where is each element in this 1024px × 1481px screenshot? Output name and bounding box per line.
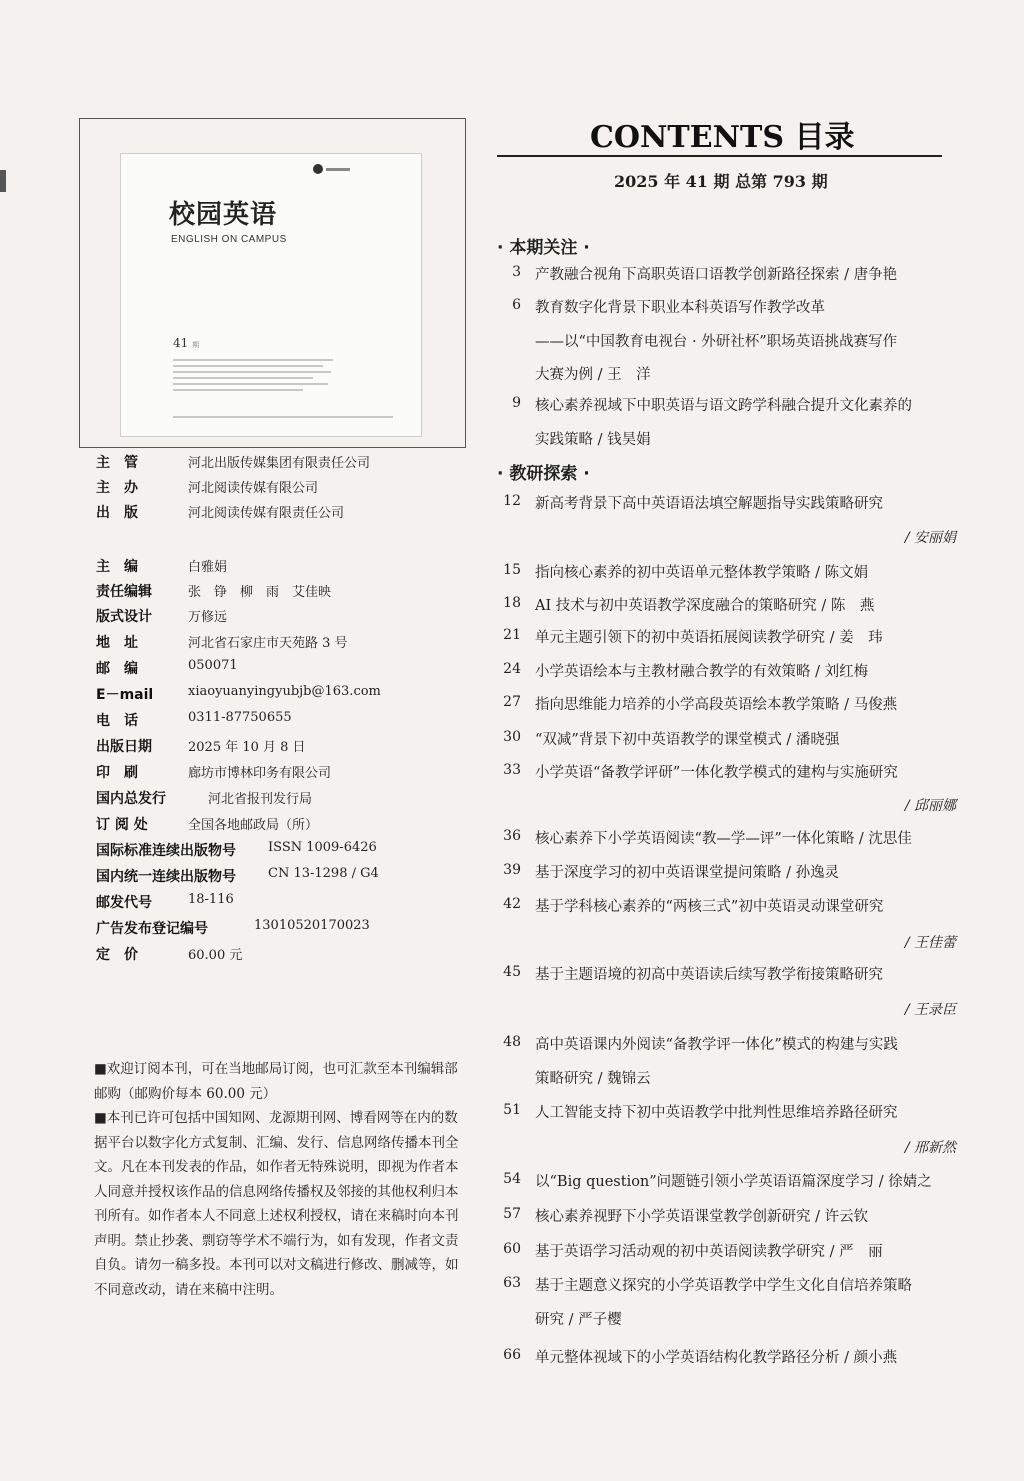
cover-title: 校园英语 <box>169 200 278 230</box>
masthead-row <box>96 502 345 522</box>
toc-page-number: 57 <box>503 1206 521 1222</box>
toc-page-number: 30 <box>503 729 521 745</box>
masthead-label: 地 址 <box>96 635 138 651</box>
masthead-value: 廊坊市博林印务有限公司 <box>188 766 332 781</box>
masthead-row <box>96 866 379 886</box>
toc-page-number: 42 <box>503 896 521 912</box>
masthead-row <box>96 918 370 938</box>
issue-info: 2025 年 41 期 总第 793 期 <box>614 172 828 191</box>
masthead-label: 出 版 <box>96 505 138 521</box>
editorial-notice <box>94 1057 462 1302</box>
cover-issue-suffix: 期 <box>192 341 200 349</box>
toc-page-number: 3 <box>512 264 521 280</box>
toc-page-number: 39 <box>503 862 521 878</box>
toc-page-number: 36 <box>503 828 521 844</box>
masthead-value[interactable]: xiaoyuanyingyubjb@163.com <box>188 684 381 699</box>
toc-entry-title[interactable]: 小学英语“备教学评研”一体化教学模式的建构与实施研究 <box>535 765 898 781</box>
masthead-value: ISSN 1009-6426 <box>268 840 377 855</box>
toc-entry-title[interactable]: 教育数字化背景下职业本科英语写作教学改革 <box>535 300 825 316</box>
page-edge-mark <box>0 170 6 192</box>
masthead-value: 60.00 元 <box>188 948 243 963</box>
masthead-label: 广告发布登记编号 <box>96 921 208 937</box>
publisher-logo-icon <box>313 164 350 174</box>
masthead-label: 主 管 <box>96 455 138 471</box>
masthead-label: 电 话 <box>96 713 138 729</box>
cover-issue-number <box>173 336 199 350</box>
toc-entry-title[interactable]: 大赛为例 / 王 洋 <box>535 367 651 383</box>
toc-page-number: 48 <box>503 1034 521 1050</box>
masthead-row <box>96 840 377 860</box>
section-heading: · 教研探索 · <box>497 464 590 484</box>
toc-page-number: 18 <box>503 595 521 611</box>
cover-thumbnail <box>120 153 422 437</box>
masthead-row <box>96 606 228 626</box>
toc-page-number: 27 <box>503 694 521 710</box>
toc-entry-author: / 王佳蕾 <box>904 935 956 951</box>
toc-page-number: 51 <box>503 1102 521 1118</box>
masthead-value: 河北阅读传媒有限责任公司 <box>188 506 345 521</box>
toc-entry-title[interactable]: 基于学科核心素养的“两核三式”初中英语灵动课堂研究 <box>535 899 884 915</box>
toc-entry-title[interactable]: 指向思维能力培养的小学高段英语绘本教学策略 / 马俊燕 <box>535 697 898 713</box>
toc-page-number: 9 <box>512 395 521 411</box>
toc-entry-title[interactable]: 新高考背景下高中英语语法填空解题指导实践策略研究 <box>535 496 883 512</box>
masthead-label: 定 价 <box>96 947 138 963</box>
title-divider <box>497 155 942 157</box>
toc-entry-title[interactable]: 基于主题意义探究的小学英语教学中学生文化自信培养策略 <box>535 1278 912 1294</box>
cover-text-lines <box>173 359 333 395</box>
toc-entry-title[interactable]: 基于主题语境的初高中英语读后续写教学衔接策略研究 <box>535 967 883 983</box>
masthead-label: 出版日期 <box>96 739 152 755</box>
toc-entry-title[interactable]: ——以“中国教育电视台 · 外研社杯”职场英语挑战赛写作 <box>535 333 898 350</box>
masthead-label: 责任编辑 <box>96 584 152 600</box>
masthead-label: 邮 编 <box>96 661 138 677</box>
masthead-value: 18-116 <box>188 892 234 907</box>
masthead-value: CN 13-1298 / G4 <box>268 866 379 881</box>
toc-entry-author: / 邱丽娜 <box>904 798 956 814</box>
toc-page-number: 33 <box>503 762 521 778</box>
masthead-value: 河北省石家庄市天苑路 3 号 <box>188 636 348 651</box>
toc-page-number: 45 <box>503 964 521 980</box>
toc-entry-title[interactable]: 策略研究 / 魏锦云 <box>535 1070 651 1087</box>
toc-entry-title[interactable]: 高中英语课内外阅读“备教学评一体化”模式的构建与实践 <box>535 1037 898 1053</box>
toc-entry-title[interactable]: 产教融合视角下高职英语口语教学创新路径探索 / 唐争艳 <box>535 267 898 283</box>
masthead-row <box>96 944 243 964</box>
masthead-value: 全国各地邮政局（所） <box>188 818 319 833</box>
masthead-value: 13010520170023 <box>254 918 370 933</box>
masthead-label: 订 阅 处 <box>96 817 148 833</box>
masthead-value: 万修远 <box>188 610 228 625</box>
toc-entry-title[interactable]: 指向核心素养的初中英语单元整体教学策略 / 陈文娟 <box>535 565 869 581</box>
toc-entry-title[interactable]: 实践策略 / 钱昊娟 <box>535 431 651 448</box>
toc-entry-title[interactable]: 单元主题引领下的初中英语拓展阅读教学研究 / 姜 玮 <box>535 630 883 646</box>
toc-page-number: 63 <box>503 1275 521 1291</box>
masthead-row <box>96 762 332 782</box>
toc-entry-title[interactable]: 核心素养下小学英语阅读“教—学—评”一体化策略 / 沈思佳 <box>535 831 912 847</box>
toc-entry-title[interactable]: 人工智能支持下初中英语教学中批判性思维培养路径研究 <box>535 1105 898 1121</box>
toc-page-number: 12 <box>503 493 521 509</box>
masthead-value: 河北阅读传媒有限公司 <box>188 481 319 496</box>
masthead-row <box>96 632 348 652</box>
notice-subscription: ■欢迎订阅本刊，可在当地邮局订阅，也可汇款至本刊编辑部邮购（邮购价每本 60.00 元） <box>94 1061 458 1102</box>
masthead-value: 050071 <box>188 658 238 673</box>
masthead-row <box>96 556 228 576</box>
masthead-label: 版式设计 <box>96 609 152 625</box>
section-heading: · 本期关注 · <box>497 238 590 258</box>
masthead-label: 国际标准连续出版物号 <box>96 843 236 859</box>
masthead-row <box>96 892 234 912</box>
masthead-label: 主 办 <box>96 480 138 496</box>
masthead-row <box>96 477 319 497</box>
masthead-row <box>96 788 313 808</box>
masthead-value: 0311-87750655 <box>188 710 292 725</box>
masthead-label: 邮发代号 <box>96 895 152 911</box>
masthead-row <box>96 452 371 472</box>
toc-page-number: 60 <box>503 1241 521 1257</box>
toc-entry-author: / 王录臣 <box>904 1002 956 1018</box>
toc-entry-title[interactable]: 以“Big question”问题链引领小学英语语篇深度学习 / 徐婧之 <box>535 1174 932 1190</box>
toc-entry-author: / 邢新然 <box>904 1140 956 1156</box>
masthead-label: 印 刷 <box>96 765 138 781</box>
toc-entry-title[interactable]: 研究 / 严子樱 <box>535 1311 622 1328</box>
toc-page-number: 66 <box>503 1347 521 1363</box>
toc-entry-title[interactable]: 单元整体视域下的小学英语结构化教学路径分析 / 颜小燕 <box>535 1350 898 1366</box>
masthead-value: 2025 年 10 月 8 日 <box>188 740 306 755</box>
masthead-label: E－mail <box>96 687 154 703</box>
masthead-row <box>96 736 306 756</box>
toc-entry-title[interactable]: 核心素养视野下小学英语课堂教学创新研究 / 许云钦 <box>535 1209 869 1225</box>
masthead-value: 河北出版传媒集团有限责任公司 <box>188 456 371 471</box>
toc-entry-title[interactable]: AI 技术与初中英语教学深度融合的策略研究 / 陈 燕 <box>535 598 875 614</box>
toc-page-number: 6 <box>512 297 521 313</box>
toc-entry-author: / 安丽娟 <box>904 530 956 546</box>
toc-entry-title[interactable]: 小学英语绘本与主教材融合教学的有效策略 / 刘红梅 <box>535 664 869 680</box>
masthead-label: 主 编 <box>96 559 138 575</box>
masthead-value: 张 铮 柳 雨 艾佳映 <box>188 585 332 600</box>
masthead-value: 白雅娟 <box>188 560 228 575</box>
masthead-row <box>96 710 292 730</box>
notice-copyright: ■本刊已许可包括中国知网、龙源期刊网、博看网等在内的数据平台以数字化方式复制、汇编、发行、信息网络传播本刊全文。凡在本刊发表的作品，如作者无特殊说明，即视为作者本人同意并授权该作品的信息网络传播权及邻接的其他权利归本刊所有。如作者本人不同意上述权利授权，请在来稿时向本刊声明。禁止抄袭、剽窃等学术不端行为，如有发现，作者文责自负。请勿一稿多投。本刊可以对文稿进行修改、删减等，如不同意改动，请在来稿中注明。 <box>94 1110 459 1298</box>
toc-page-number: 15 <box>503 562 521 578</box>
masthead-label: 国内总发行 <box>96 791 166 807</box>
toc-entry-title[interactable]: 基于深度学习的初中英语课堂提问策略 / 孙逸灵 <box>535 865 840 881</box>
contents-title: CONTENTS 目录 <box>590 120 855 155</box>
toc-entry-title[interactable]: 核心素养视域下中职英语与语文跨学科融合提升文化素养的 <box>535 398 912 414</box>
toc-page-number: 21 <box>503 627 521 643</box>
masthead-value: 河北省报刊发行局 <box>208 792 313 807</box>
masthead-label: 国内统一连续出版物号 <box>96 869 236 885</box>
masthead-row <box>96 658 238 678</box>
toc-page-number: 24 <box>503 661 521 677</box>
cover-subtitle: ENGLISH ON CAMPUS <box>171 234 287 245</box>
masthead-row <box>96 581 332 601</box>
toc-entry-title[interactable]: 基于英语学习活动观的初中英语阅读教学研究 / 严 丽 <box>535 1244 883 1260</box>
toc-entry-title[interactable]: “双减”背景下初中英语教学的课堂模式 / 潘晓强 <box>535 732 840 748</box>
masthead-row <box>96 684 381 704</box>
cover-thumbnail-frame <box>79 118 466 448</box>
toc-page-number: 54 <box>503 1171 521 1187</box>
masthead-row <box>96 814 319 834</box>
cover-footer-line <box>173 416 393 418</box>
cover-issue-value: 41 <box>173 336 189 350</box>
